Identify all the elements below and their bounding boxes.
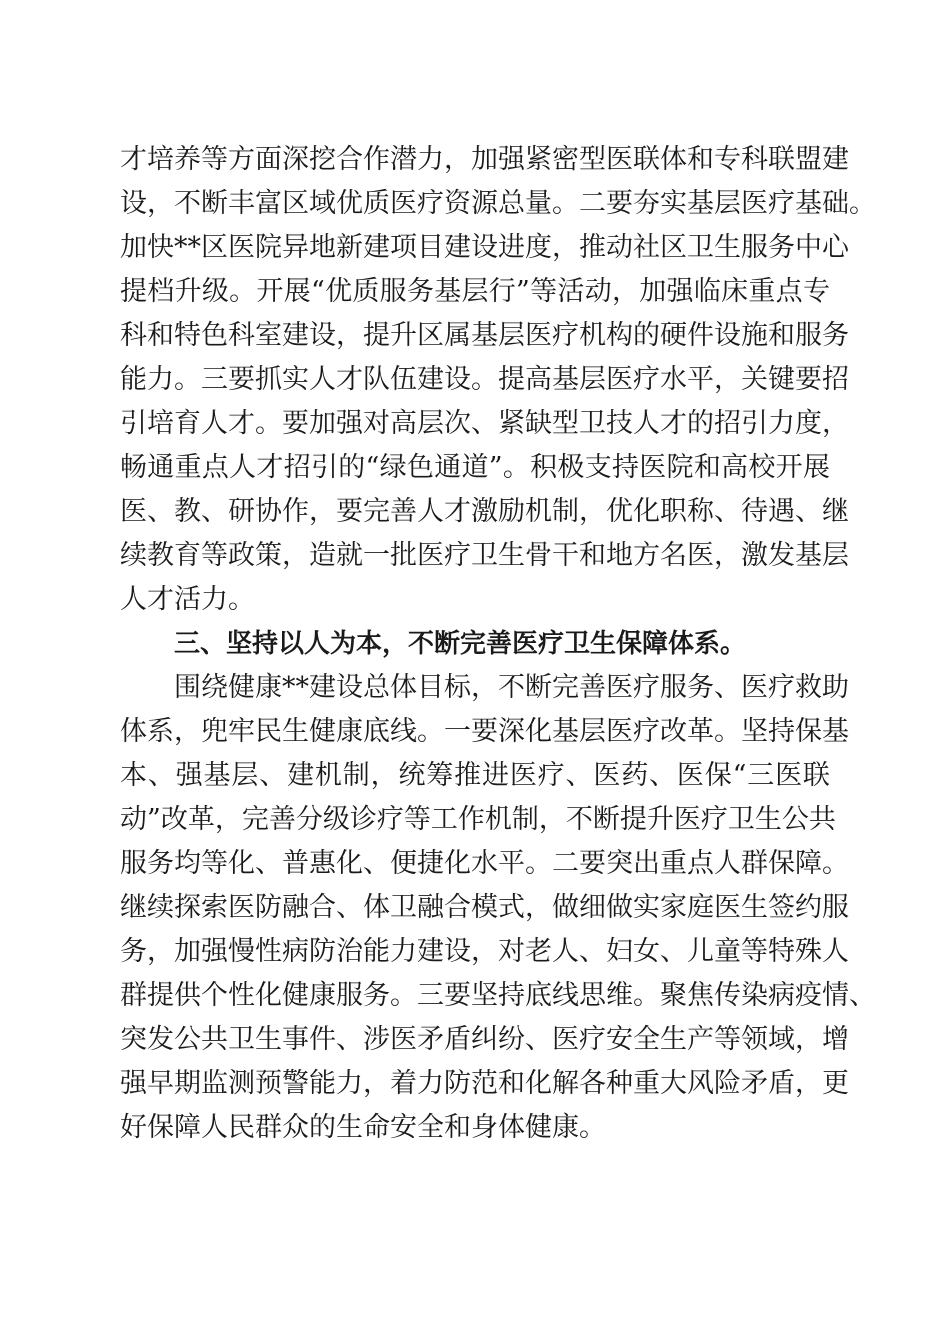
text-line: 引 培 育 人 才 。 要 加 强 对 高 层 次 、 紧 缺 型 卫 技 人 才 的 招 引 力 度 ， bbox=[120, 408, 849, 439]
text-line: 畅 通 重 点 人 才 招 引 的 “ 绿 色 通 道 ” 。 积 极 支 持 医 院 和 高 校 开 展 bbox=[120, 452, 830, 483]
text-line: 突 发 公 共 卫 生 事 件 、 涉 医 矛 盾 纠 纷 、 医 疗 安 全 生 产 等 领 域 ， 增 bbox=[120, 1024, 849, 1055]
text-line: 继 续 探 索 医 防 融 合 、 体 卫 融 合 模 式 ， 做 细 做 实 家 庭 医 生 签 约 服 bbox=[120, 892, 849, 923]
text-line: 本 、 强 基 层 、 建 机 制 ， 统 筹 推 进 医 疗 、 医 药 、 医 保 “ 三 医 联 bbox=[120, 760, 830, 791]
text-line: 能 力 。 三 要 抓 实 人 才 队 伍 建 设 。 提 高 基 层 医 疗 水 平 ， 关 键 要 招 bbox=[120, 364, 849, 395]
text-line: 才 培 养 等 方 面 深 挖 合 作 潜 力 ， 加 强 紧 密 型 医 联 体 和 专 科 联 盟 建 bbox=[120, 144, 849, 175]
text-line: 医 、 教 、 研 协 作 ， 要 完 善 人 才 激 励 机 制 ， 优 化 职 称 、 待 遇 、 继 bbox=[120, 496, 849, 527]
text-line: 好保障人民群众的生命安全和身体健康。 bbox=[120, 1112, 606, 1143]
text-line: 续 教 育 等 政 策 ， 造 就 一 批 医 疗 卫 生 骨 干 和 地 方 名 医 ， 激 发 基 层 bbox=[120, 540, 849, 571]
text-line: 体 系 ， 兜 牢 民 生 健 康 底 线 。 一 要 深 化 基 层 医 疗 改 革 。 坚 持 保 基 bbox=[120, 716, 849, 747]
text-line: 设 ， 不 断 丰 富 区 域 优 质 医 疗 资 源 总 量 。 二 要 夯 实 基 层 医 疗 基 础 。 bbox=[120, 188, 876, 219]
text-line: 提 档 升 级 。 开 展 “ 优 质 服 务 基 层 行 ” 等 活 动 ， 加 强 临 床 重 点 专 bbox=[120, 276, 830, 307]
body-text bbox=[120, 138, 876, 1150]
text-line: 务 ， 加 强 慢 性 病 防 治 能 力 建 设 ， 对 老 人 、 妇 女 、 儿 童 等 特 殊 人 bbox=[120, 936, 849, 967]
text-line: 群 提 供 个 性 化 健 康 服 务 。 三 要 坚 持 底 线 思 维 。 聚 焦 传 染 病 疫 情 、 bbox=[120, 980, 876, 1011]
text-line: 加 快 * * 区 医 院 异 地 新 建 项 目 建 设 进 度 ， 推 动 社 区 卫 生 服 务 中 心 bbox=[120, 232, 849, 263]
text-line: 人才活力。 bbox=[120, 584, 255, 615]
text-line: 围 绕 健 康 * * 建 设 总 体 目 标 ， 不 断 完 善 医 疗 服 务 、 医 疗 救 助 bbox=[174, 672, 849, 703]
text-line: 强 早 期 监 测 预 警 能 力 ， 着 力 防 范 和 化 解 各 种 重 大 风 险 矛 盾 ， 更 bbox=[120, 1068, 849, 1099]
text-line: 动 ” 改 革 ， 完 善 分 级 诊 疗 等 工 作 机 制 ， 不 断 提 升 医 疗 卫 生 公 共 bbox=[120, 804, 836, 835]
section-heading: 三、坚持以人为本，不断完善医疗卫生保障体系。 bbox=[174, 629, 747, 659]
text-line: 服 务 均 等 化 、 普 惠 化 、 便 捷 化 水 平 。 二 要 突 出 重 点 人 群 保 障 。 bbox=[120, 848, 849, 879]
text-line: 科 和 特 色 科 室 建 设 ， 提 升 区 属 基 层 医 疗 机 构 的 硬 件 设 施 和 服 务 bbox=[120, 320, 849, 351]
